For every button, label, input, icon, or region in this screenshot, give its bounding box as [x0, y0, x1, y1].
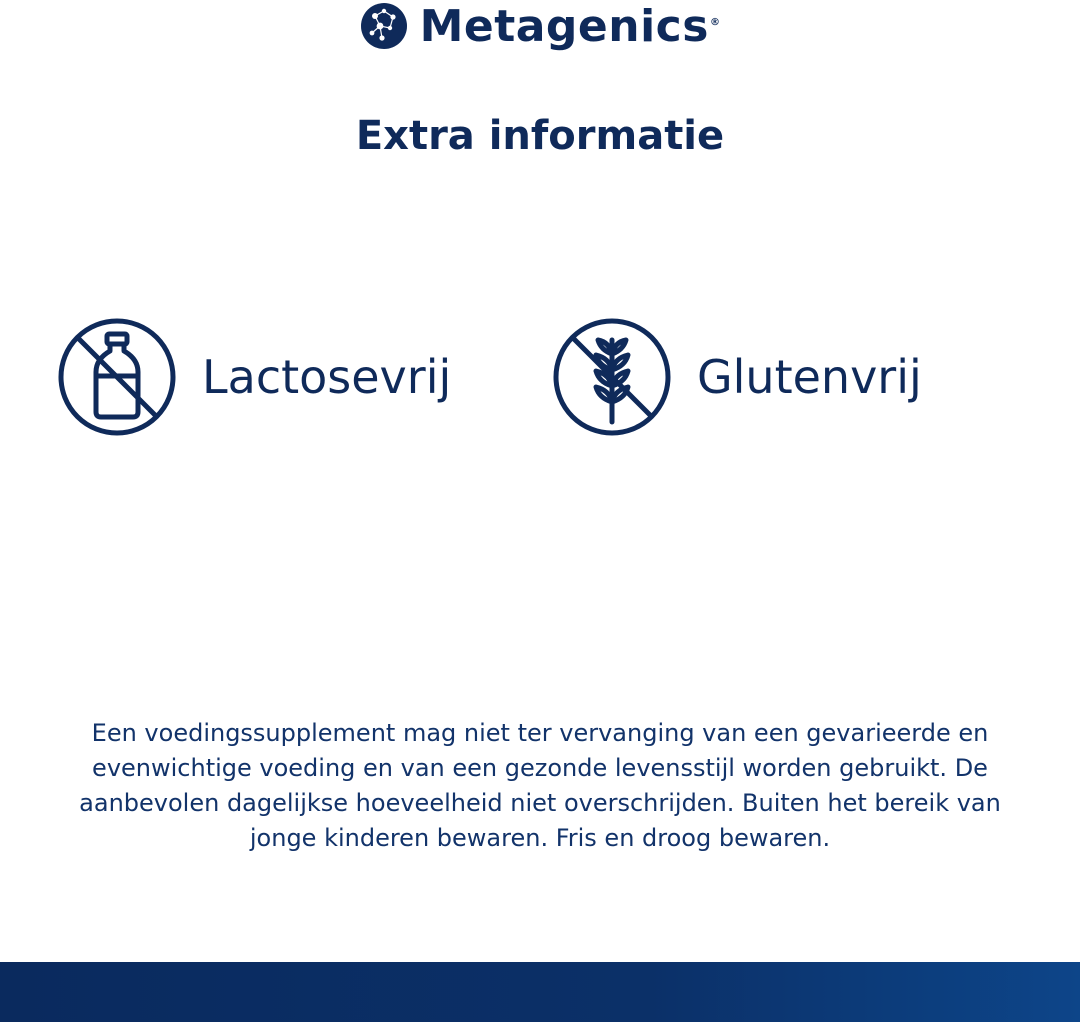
- molecule-globe-icon: [360, 2, 408, 50]
- no-milk-bottle-icon: [58, 318, 176, 436]
- disclaimer-line: evenwichtige voeding en van een gezonde levensstijl worden gebruikt. De: [92, 754, 988, 782]
- feature-gluten-free: [553, 318, 922, 436]
- disclaimer-line: jonge kinderen bewaren. Fris en droog bewaren.: [249, 824, 831, 852]
- brand-name: Metagenics®: [419, 0, 721, 52]
- disclaimer-text: [0, 716, 1080, 856]
- no-wheat-icon: [553, 318, 671, 436]
- registered-mark: ®: [709, 16, 721, 28]
- footer-band: [0, 962, 1080, 1022]
- brand-logo: [0, 0, 1080, 52]
- disclaimer-line: aanbevolen dagelijkse hoeveelheid niet overschrijden. Buiten het bereik van: [79, 789, 1001, 817]
- feature-label: Lactosevrij: [202, 350, 452, 404]
- disclaimer-line: Een voedingssupplement mag niet ter vervanging van een gevarieerde en: [91, 719, 989, 747]
- page-title: Extra informatie: [355, 113, 725, 159]
- feature-label: Glutenvrij: [697, 350, 922, 404]
- feature-lactose-free: [58, 318, 451, 436]
